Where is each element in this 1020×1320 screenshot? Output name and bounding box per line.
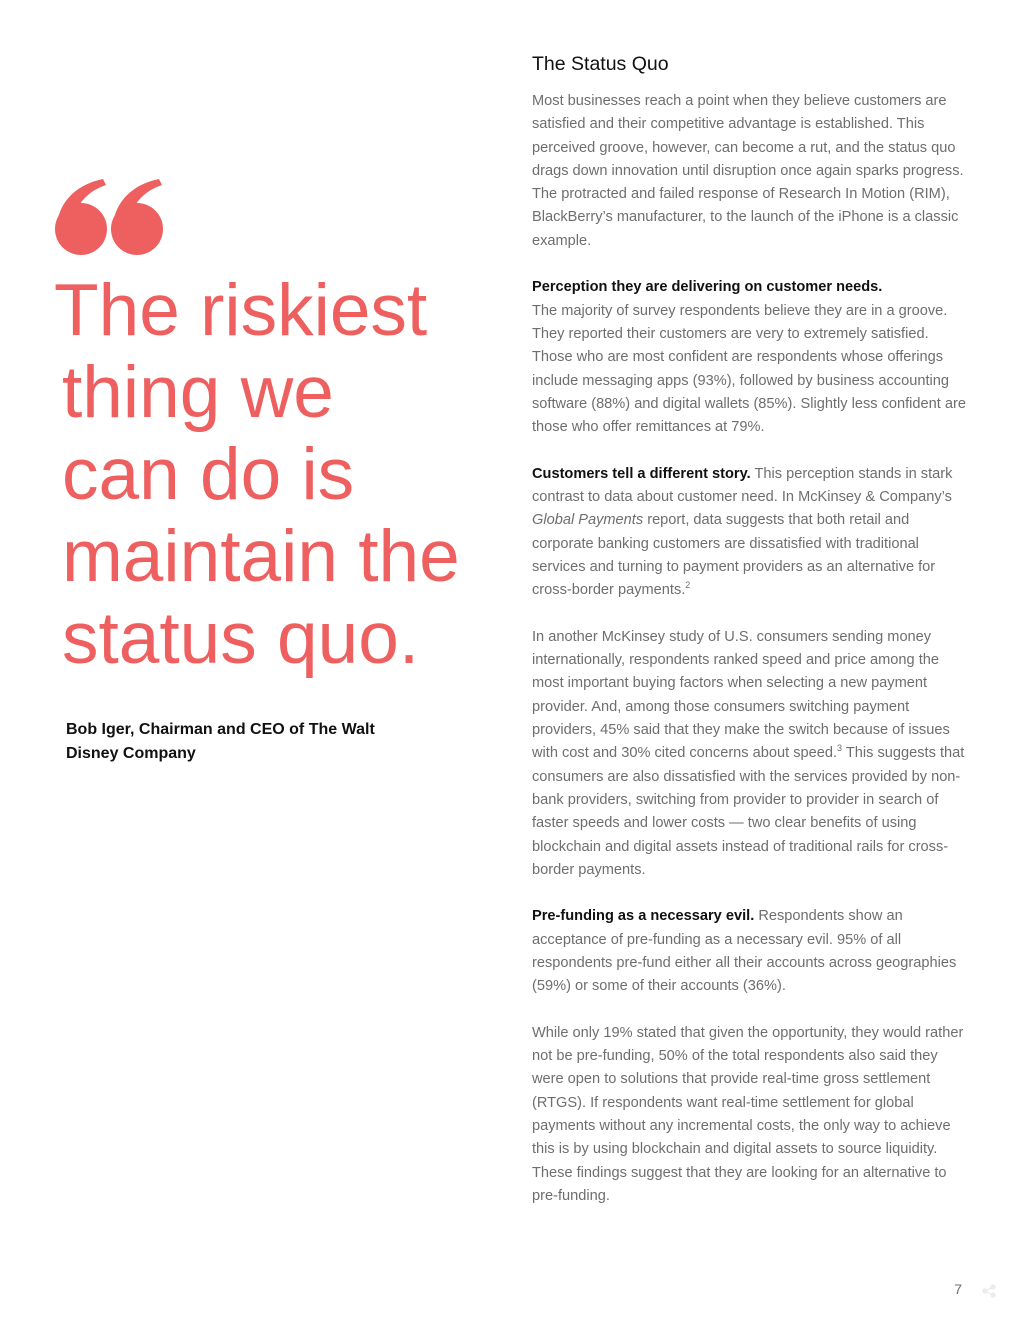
article-column (532, 52, 972, 1208)
paragraph-customers (532, 463, 972, 603)
paragraph-body: Respondents show an acceptance of pre-funding as a necessary evil. 95% of all respondents pre-fund either all their accounts across geographies (59%) or some of their accounts (36%). (532, 908, 957, 995)
paragraph-prefunding (532, 905, 972, 998)
pull-quote-line: status quo. (62, 598, 420, 679)
quote-attribution: Bob Iger, Chairman and CEO of The Walt Disney Company (66, 721, 375, 762)
pull-quote-line: The riskiest (54, 270, 428, 351)
section-title: The Status Quo (532, 53, 669, 75)
paragraph-lead: Perception they are delivering on customer needs. (532, 279, 883, 296)
paragraph-lead: Customers tell a different story. (532, 465, 751, 482)
paragraph-body: This perception stands in stark contrast to data about customer need. In McKinsey & Company’s (532, 465, 953, 506)
paragraph-body: The majority of survey respondents believe they are in a groove. They reported their customers are very to extremely satisfied. Those who are most confident are respondents whose offerings include messaging apps (93%), followed by business accounting software (88%) and digital wallets (85%). Slightly less confident are those who offer remittances at 79%. (532, 302, 966, 436)
footnote-marker[interactable]: 3 (837, 743, 843, 754)
quotation-mark-icon (54, 178, 166, 256)
paragraph-mckinsey-study (532, 626, 972, 882)
paragraph-intro: Most businesses reach a point when they believe customers are satisfied and their competitive advantage is established. This perceived groove, however, can become a rut, and the status quo drags down innovation until disruption once again sparks progress. The protracted and failed response of Research In Motion (RIM), BlackBerry’s manufacturer, to the launch of the iPhone is a classic example. (532, 93, 964, 249)
paragraph-perception (532, 276, 972, 439)
report-title: Global Payments (532, 512, 644, 529)
paragraph-lead: Pre-funding as a necessary evil. (532, 908, 755, 925)
pull-quote-line: can do is (62, 434, 355, 515)
paragraph-body: This suggests that consumers are also dissatisfied with the services provided by non-bank providers, switching from provider to provider in search of faster speeds and lower costs — two clear benefits of using blockchain and digital assets instead of traditional rails for cross-border payments. (532, 745, 965, 878)
paragraph-rtgs: While only 19% stated that given the opportunity, they would rather not be pre-funding, 50% of the total respondents also said they were open to solutions that provide real-time gross settlement (RTGS). If respondents want real-time settlement for global payments without any incremental costs, the only way to achieve this is by using blockchain and digital assets to source liquidity. These findings suggest that they are looking for an alternative to pre-funding. (532, 1024, 964, 1204)
share-icon[interactable] (982, 1284, 996, 1298)
paragraph-body: report, data suggests that both retail and corporate banking customers are dissatisfied with traditional services and turning to payment providers as an alternative for cross-border payments. (532, 512, 936, 599)
pull-quote (54, 270, 484, 680)
pull-quote-line: maintain the (62, 516, 460, 597)
paragraph-body: In another McKinsey study of U.S. consumers sending money internationally, respondents ranked speed and price among the most important buying factors when selecting a new payment provider. And, among those consumers switching payment providers, 45% said that they make the switch because of issues with cost and 30% cited concerns about speed. (532, 628, 950, 762)
page-number: 7 (954, 1281, 962, 1297)
footnote-marker[interactable]: 2 (685, 580, 691, 591)
pull-quote-line: thing we (62, 352, 334, 433)
